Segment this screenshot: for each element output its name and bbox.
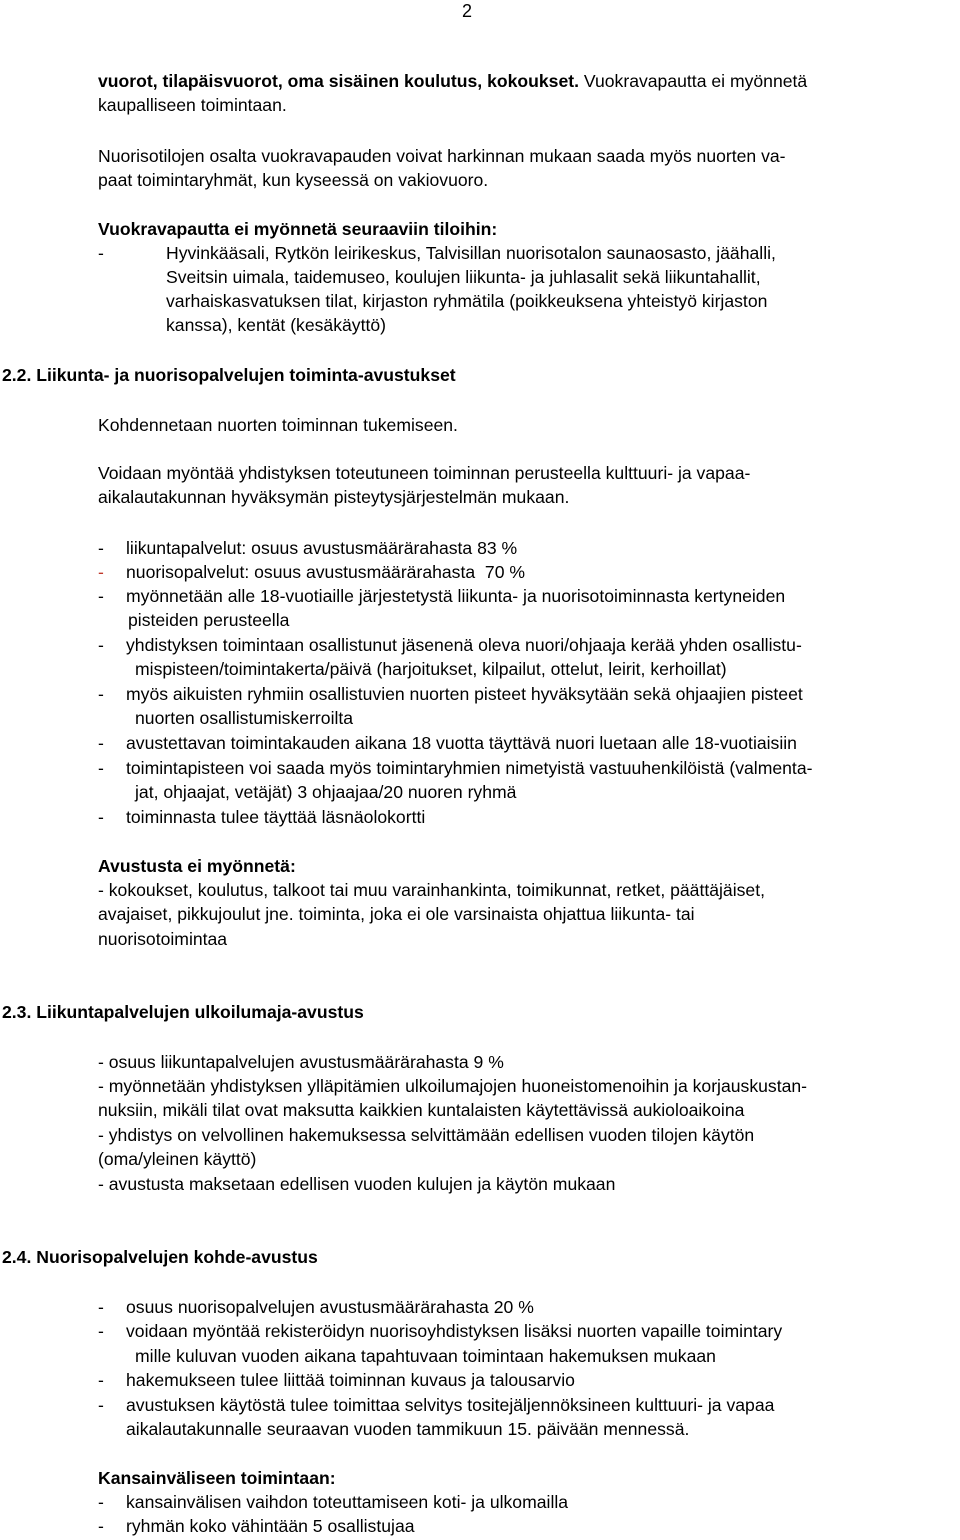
list-dash: - <box>98 538 104 558</box>
list-dash: - <box>98 733 104 753</box>
list-dash: - <box>98 684 104 704</box>
s22-list-item-cont: nuorten osallistumiskerroilta <box>135 708 354 728</box>
s22-list-item: liikuntapalvelut: osuus avustusmäärärahasta 83 % <box>126 538 518 558</box>
s23-line: - osuus liikuntapalvelujen avustusmäärärahasta 9 % <box>98 1052 504 1072</box>
s23-line: - avustusta maksetaan edellisen vuoden kulujen ja käytön mukaan <box>98 1174 616 1194</box>
s24-list-item: osuus nuorisopalvelujen avustusmäärärahasta 20 % <box>126 1297 534 1317</box>
s24-list-item: voidaan myöntää rekisteröidyn nuorisoyhdistyksen lisäksi nuorten vapaille toimintary <box>126 1321 783 1341</box>
list-dash: - <box>98 243 104 263</box>
s24-list-item: avustuksen käytöstä tulee toimittaa selvitys tositejäljennöksineen kulttuuri- ja vapaa <box>126 1395 775 1415</box>
list-dash: - <box>98 1516 104 1536</box>
s23-line: nuksiin, mikäli tilat ovat maksutta kaikkien kuntalaisten käytettävissä aukioloaikoina <box>98 1100 745 1120</box>
intro-line-4: paat toimintaryhmät, kun kyseessä on vakiovuoro. <box>98 170 489 190</box>
intro-bold-text: vuorot, tilapäisvuorot, oma sisäinen koulutus, kokoukset. <box>98 71 579 91</box>
intro-line-1 <box>98 70 807 92</box>
s22-list-item: avustettavan toimintakauden aikana 18 vuotta täyttävä nuori luetaan alle 18-vuotiaisiin <box>126 733 797 753</box>
exclusions-line: kanssa), kentät (kesäkäyttö) <box>166 315 387 335</box>
s22-list-item: toimintapisteen voi saada myös toimintaryhmien nimetyistä vastuuhenkilöistä (valmenta- <box>126 758 813 778</box>
exclusions-line: varhaiskasvatuksen tilat, kirjaston ryhmätila (poikkeuksena yhteistyö kirjaston <box>166 291 768 311</box>
s22-list-item: myös aikuisten ryhmiin osallistuvien nuorten pisteet hyväksytään sekä ohjaajien pisteet <box>126 684 803 704</box>
s23-line: - yhdistys on velvollinen hakemuksessa selvittämään edellisen vuoden tilojen käytön <box>98 1125 755 1145</box>
list-dash: - <box>98 758 104 778</box>
list-dash: - <box>98 1370 104 1390</box>
list-dash: - <box>98 1321 104 1341</box>
s22-list-item-cont: mispisteen/toimintakerta/päivä (harjoitukset, kilpailut, ottelut, leirit, kerhoillat) <box>135 659 727 679</box>
intro-line-2: kaupalliseen toimintaan. <box>98 95 287 115</box>
intro-line-3: Nuorisotilojen osalta vuokravapauden voivat harkinnan mukaan saada myös nuorten va- <box>98 146 786 166</box>
s24-list-item: hakemukseen tulee liittää toiminnan kuvaus ja talousarvio <box>126 1370 575 1390</box>
s22-list-item: toiminnasta tulee täyttää läsnäolokortti <box>126 807 426 827</box>
s22-list-item-cont: pisteiden perusteella <box>128 610 290 630</box>
s22-list-item: nuorisopalvelut: osuus avustusmäärärahasta 70 % <box>126 562 526 582</box>
exclusions-line: Hyvinkääsali, Rytkön leirikeskus, Talvisillan nuorisotalon saunaosasto, jäähalli, <box>166 243 776 263</box>
international-item: ryhmän koko vähintään 5 osallistujaa <box>126 1516 415 1536</box>
s22-paragraph-2b: aikalautakunnan hyväksymän pisteytysjärjestelmän mukaan. <box>98 487 570 507</box>
no-grant-line: nuorisotoimintaa <box>98 929 228 949</box>
international-heading: Kansainväliseen toimintaan: <box>98 1468 336 1488</box>
s22-list-item: myönnetään alle 18-vuotiaille järjestetystä liikunta- ja nuorisotoiminnasta kertyneiden <box>126 586 786 606</box>
s22-paragraph-1: Kohdennetaan nuorten toiminnan tukemiseen. <box>98 415 458 435</box>
section-2-4-heading: 2.4. Nuorisopalvelujen kohde-avustus <box>2 1247 318 1267</box>
s23-line: (oma/yleinen käyttö) <box>98 1149 257 1169</box>
no-grant-heading: Avustusta ei myönnetä: <box>98 856 296 876</box>
list-dash: - <box>98 562 104 582</box>
section-2-3-heading: 2.3. Liikuntapalvelujen ulkoilumaja-avustus <box>2 1002 364 1022</box>
list-dash: - <box>98 1395 104 1415</box>
s22-list-item: yhdistyksen toimintaan osallistunut jäsenenä oleva nuori/ohjaaja kerää yhden osallistu- <box>126 635 802 655</box>
s24-list-item-cont: aikalautakunnalle seuraavan vuoden tammikuun 15. päivään mennessä. <box>126 1419 690 1439</box>
s23-line: - myönnetään yhdistyksen ylläpitämien ulkoilumajojen huoneistomenoihin ja korjauskustan- <box>98 1076 808 1096</box>
section-2-2-heading: 2.2. Liikunta- ja nuorisopalvelujen toiminta-avustukset <box>2 365 456 385</box>
s24-list-item-cont: mille kuluvan vuoden aikana tapahtuvaan toimintaan hakemuksen mukaan <box>135 1346 716 1366</box>
list-dash: - <box>98 1492 104 1512</box>
no-grant-line: avajaiset, pikkujoulut jne. toiminta, joka ei ole varsinaista ohjattua liikunta- tai <box>98 904 695 924</box>
exclusions-heading: Vuokravapautta ei myönnetä seuraaviin tiloihin: <box>98 219 498 239</box>
international-item: kansainvälisen vaihdon toteuttamiseen koti- ja ulkomailla <box>126 1492 569 1512</box>
no-grant-line: - kokoukset, koulutus, talkoot tai muu varainhankinta, toimikunnat, retket, päättäjäiset, <box>98 880 765 900</box>
list-dash: - <box>98 1297 104 1317</box>
list-dash: - <box>98 586 104 606</box>
page-number: 2 <box>462 1 473 21</box>
exclusions-line: Sveitsin uimala, taidemuseo, koulujen liikunta- ja juhlasalit sekä liikuntahallit, <box>166 267 761 287</box>
s22-paragraph-2a: Voidaan myöntää yhdistyksen toteutuneen toiminnan perusteella kulttuuri- ja vapaa- <box>98 463 751 483</box>
list-dash: - <box>98 635 104 655</box>
list-dash: - <box>98 807 104 827</box>
s22-list-item-cont: jat, ohjaajat, vetäjät) 3 ohjaajaa/20 nuoren ryhmä <box>135 782 517 802</box>
intro-rest-text: Vuokravapautta ei myönnetä <box>579 71 808 91</box>
